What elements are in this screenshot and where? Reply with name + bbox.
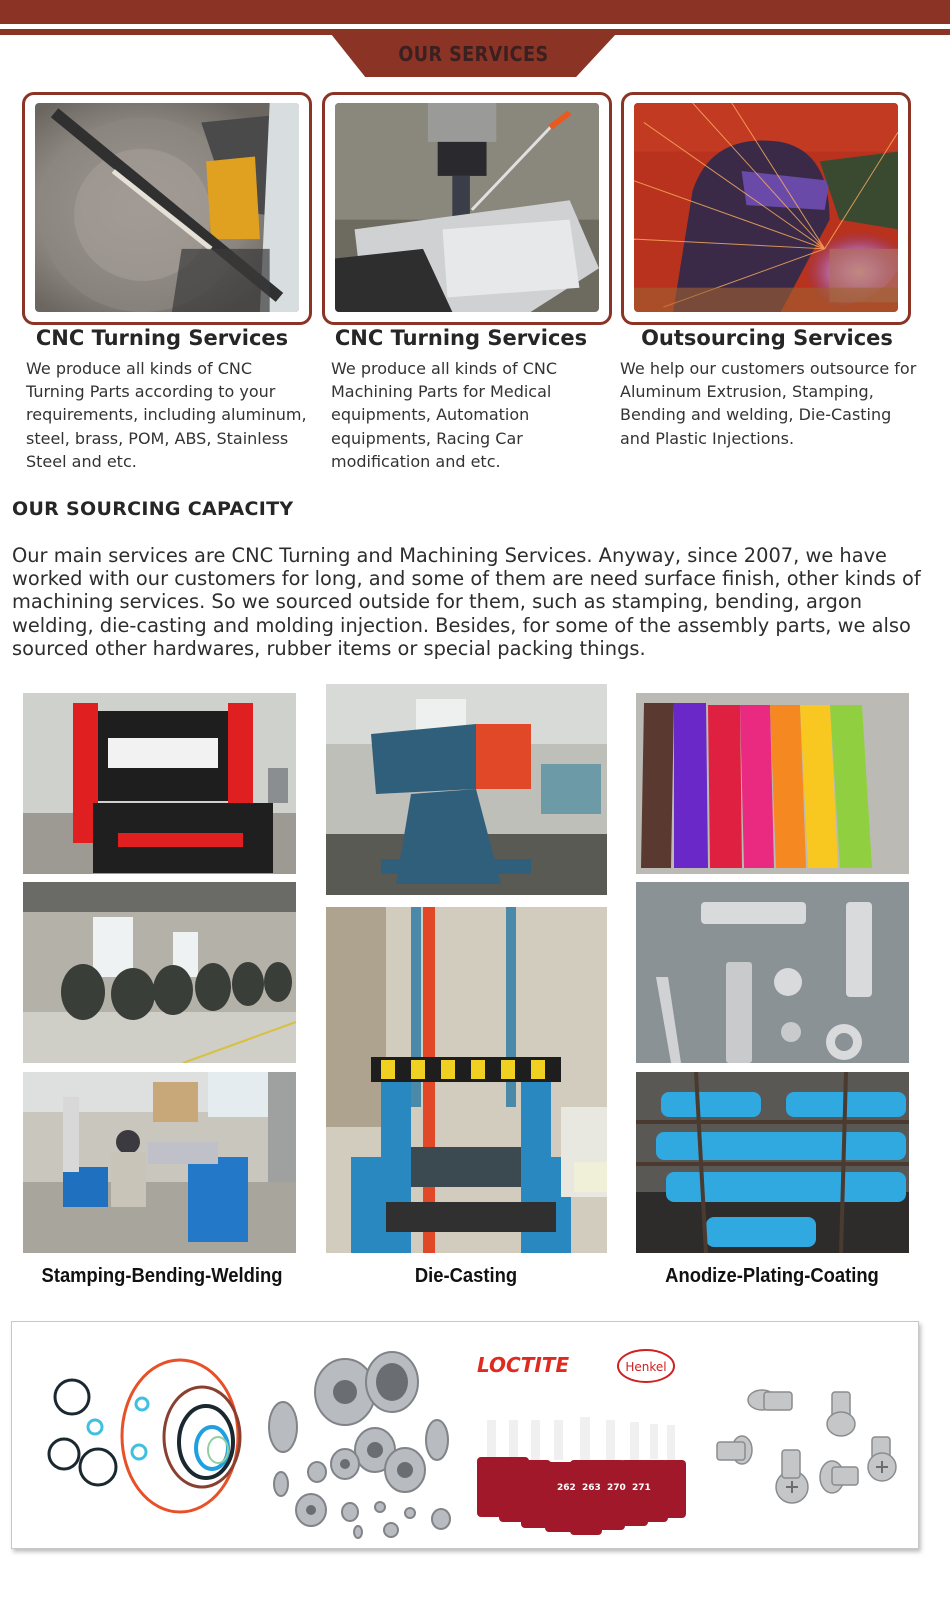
loctite-threadlocker-image [467, 1332, 687, 1542]
service-description: We help our customers outsource for Aluminum Extrusion, Stamping, Bending and welding, Die-Casting and Plastic Injections. [620, 359, 917, 448]
welding-photo [634, 103, 898, 312]
gallery-label-anodize: Anodize-Plating-Coating [665, 1265, 879, 1287]
die-casting-machine-vertical-photo [326, 907, 607, 1253]
hardware-products-panel [11, 1321, 919, 1549]
service-card-cnc-machining[interactable] [322, 92, 612, 325]
press-brake-machine-photo [23, 693, 296, 874]
henkel-logo: Henkel [625, 1360, 667, 1374]
die-casting-machine-tilted-photo [326, 684, 607, 895]
service-title: CNC Turning Services [334, 326, 588, 350]
svg-text:271: 271 [632, 1483, 651, 1493]
service-title: CNC Turning Services [35, 326, 289, 350]
stamping-press-workshop-photo [23, 882, 296, 1063]
cnc-milling-photo [335, 103, 599, 312]
anodized-color-profiles-photo [636, 693, 909, 874]
chrome-plated-parts-photo [636, 882, 909, 1063]
gallery-label-stamping: Stamping-Bending-Welding [41, 1265, 283, 1287]
service-card-cnc-turning[interactable] [22, 92, 312, 325]
welding-workstation-photo [23, 1072, 296, 1253]
lathe-turning-photo [35, 103, 299, 312]
header-band [0, 0, 950, 24]
blue-coated-parts-rack-photo [636, 1072, 909, 1253]
service-card-outsourcing[interactable] [621, 92, 911, 325]
svg-text:270: 270 [607, 1483, 626, 1493]
sourcing-title: OUR SOURCING CAPACITY [12, 498, 294, 520]
service-description: We produce all kinds of CNC Turning Parts according to your requirements, including aluminum, steel, brass, POM, ABS, Stainless Steel and etc. [26, 359, 307, 471]
countersunk-screws-image [702, 1332, 902, 1542]
rubber-o-rings-image [32, 1332, 247, 1542]
gallery-label-die-casting: Die-Casting [414, 1265, 518, 1287]
loctite-logo: LOCTITE [477, 1353, 570, 1377]
section-title: OUR SERVICES [398, 42, 549, 66]
svg-text:263: 263 [582, 1483, 601, 1493]
service-description: We produce all kinds of CNC Machining Parts for Medical equipments, Automation equipments, Racing Car modification and etc. [331, 359, 558, 471]
service-title: Outsourcing Services [641, 326, 893, 350]
sourcing-description: Our main services are CNC Turning and Machining Services. Anyway, since 2007, we have worked with our customers for long, and some of them are need surface finish, other kinds of machining services. So we sourced outside for them, such as stamping, bending, argon welding, die-casting and molding injection. Besides, for some of the assembly parts, we also sourced other hardwares, rubber items or special packing things. [12, 544, 921, 660]
svg-text:262: 262 [557, 1483, 576, 1493]
ball-bearings-image [255, 1332, 455, 1542]
